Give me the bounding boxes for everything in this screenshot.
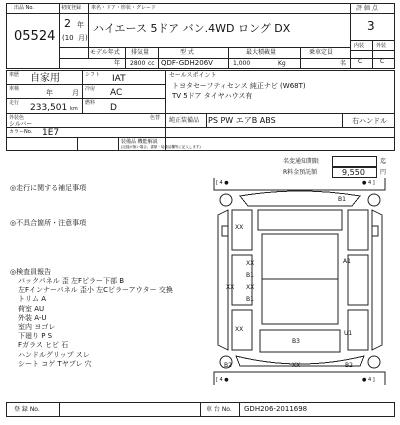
inspector-report-list xyxy=(18,277,208,369)
lot-label: 出品 No. xyxy=(14,5,34,11)
displacement-value: 2800 xyxy=(130,60,146,67)
inspector-line: 左Fインナーパネル 歪小 左Cピラーアウター 交換 xyxy=(18,286,173,295)
damage-mark-a1-right: A1 xyxy=(343,258,351,265)
diagram-corner-rear-left: [ 4 ● xyxy=(216,377,229,383)
model-year-unit: 年 xyxy=(114,60,121,67)
interior-label: 内装 xyxy=(354,43,365,49)
score-label: 評 価 点 xyxy=(356,5,378,12)
chassis-no: GDH206-2011698 xyxy=(244,405,308,413)
recycle-label: R料金預託額 xyxy=(283,169,318,176)
exterior-color: シルバー xyxy=(9,121,33,128)
title-expiry-unit: 迄 xyxy=(380,158,387,165)
aircon-label: 冷房 xyxy=(85,86,96,92)
inspection-label: 車検 xyxy=(9,86,20,92)
damage-mark-b3-center: B3 xyxy=(292,338,300,345)
damage-mark-b2-left: B2 xyxy=(224,362,232,369)
damage-mark-xx-side: XX xyxy=(226,284,235,291)
mileage-label: 走行 xyxy=(9,100,20,106)
damage-mark-b1-left: B1 xyxy=(246,272,254,279)
score: 3 xyxy=(367,19,375,33)
inspector-line: 外装 A-U xyxy=(18,313,47,322)
recycle-unit: 円 xyxy=(380,169,387,176)
displacement-unit: cc xyxy=(148,60,155,67)
first-reg-label: 初度登録 xyxy=(61,5,82,11)
sales-point-line-2: TV 5ドア タイヤハウス有 xyxy=(172,92,253,100)
inspector-report-label: ◎検査員報告 xyxy=(10,268,52,276)
mileage-unit: km xyxy=(70,106,78,112)
damage-mark-xx-center: XX xyxy=(246,284,255,291)
color-no-label: カラーNo. xyxy=(9,129,33,135)
inspector-line: 室内 ヨゴレ xyxy=(18,322,56,331)
max-load-unit: Kg xyxy=(278,60,286,67)
equipment-label: 純正装備品 xyxy=(169,117,200,124)
exterior-color-label: 外装色 xyxy=(9,115,25,121)
inspector-line: 下廻り P S xyxy=(18,332,53,341)
inspection-month-unit: 月 xyxy=(72,89,79,97)
damage-mark-xx-left-mid: XX xyxy=(246,260,255,267)
steering: 右ハンドル xyxy=(352,117,387,125)
car-name: ハイエース 5ドア バン.4WD ロング DX xyxy=(93,22,291,35)
inspector-line: バックパネル 歪 左Fピラー下部 B xyxy=(18,277,125,285)
recycle-amount: 9,550 xyxy=(342,168,365,177)
vehicle-type: 自家用 xyxy=(30,73,60,84)
max-load-value: 1,000 xyxy=(233,60,251,67)
first-reg-month-unit: 月) xyxy=(78,34,88,42)
damage-mark-b1-center: B1 xyxy=(246,296,254,303)
mileage: 233,501 xyxy=(30,103,68,113)
first-reg-month: (10 xyxy=(62,34,74,42)
first-reg-year: 2 xyxy=(64,17,71,30)
max-load-label: 最大積載量 xyxy=(246,49,277,56)
equipment: PS PW エアB ABS xyxy=(208,116,276,125)
docs-label: 装備品 機能解説 xyxy=(121,139,158,145)
first-reg-year-unit: 年 xyxy=(77,21,84,29)
diagram-corner-front-left: [ 4 ● xyxy=(216,180,229,186)
docs-note: (記録が無い場合、書類・装備品欄等に記入します) xyxy=(121,145,201,149)
inspector-line: トリム A xyxy=(18,295,47,304)
chassis-label: 車 台 No. xyxy=(206,406,232,413)
damage-mark-xx-rear: XX xyxy=(292,362,301,369)
vehicle-type-label: 車歴 xyxy=(9,72,20,78)
aircon: AC xyxy=(110,88,123,98)
damage-mark-b2-right: B2 xyxy=(345,362,353,369)
inspector-line: Fガラス ヒビ 石 xyxy=(18,341,69,350)
lot-number: 05524 xyxy=(14,29,56,44)
damage-mark-u1-right: U1 xyxy=(344,330,353,337)
driving-notes-label: ◎走行に関する補足事項 xyxy=(10,184,87,192)
exterior-label: 外装 xyxy=(376,43,387,49)
sales-points-label: セールスポイント xyxy=(169,72,217,79)
damage-mark-b1-roof: B1 xyxy=(338,196,346,203)
color-no: 1E7 xyxy=(42,128,60,138)
inspection-year-unit: 年 xyxy=(46,89,53,97)
shift: IAT xyxy=(112,74,126,84)
exterior-grade: C xyxy=(380,58,385,65)
title-expiry-label: 名変通知期限 xyxy=(283,158,320,165)
displacement-label: 排気量 xyxy=(131,49,150,56)
model-year-label: モデル年式 xyxy=(90,49,120,56)
damage-mark-xx-left-upper: XX xyxy=(235,224,244,231)
inspector-line: ハンドルグリップ スレ xyxy=(18,350,90,359)
sales-point-line-1: トヨタセーフティセンス 純正ナビ (W68T) xyxy=(172,82,306,90)
reg-no-label: 登 録 No. xyxy=(14,406,40,413)
model-code-label: 型 式 xyxy=(180,49,194,56)
interior-grade: C xyxy=(358,58,363,65)
diagram-corner-front-right: ● 4 ] xyxy=(362,180,375,186)
shift-label: シフト xyxy=(85,72,101,78)
model-code: QDF-GDH206V xyxy=(161,59,213,67)
car-name-label: 車名・ドア・形状・グレード xyxy=(91,5,156,11)
capacity-label: 乗車定員 xyxy=(309,49,334,56)
capacity-unit: 名 xyxy=(340,60,347,67)
damage-mark-xx-left-low: XX xyxy=(235,326,244,333)
defect-notes-label: ◎不具合箇所・注意事項 xyxy=(10,219,87,227)
fuel-label: 燃料 xyxy=(85,100,96,106)
color-change-label: 色替 xyxy=(150,115,161,121)
diagram-corner-rear-right: ● 4 ] xyxy=(362,377,375,383)
inspector-line: 荷室 AU xyxy=(18,304,45,313)
inspector-line: シート コゲ Tヤブレ 穴 xyxy=(18,359,92,368)
fuel: D xyxy=(110,103,117,113)
